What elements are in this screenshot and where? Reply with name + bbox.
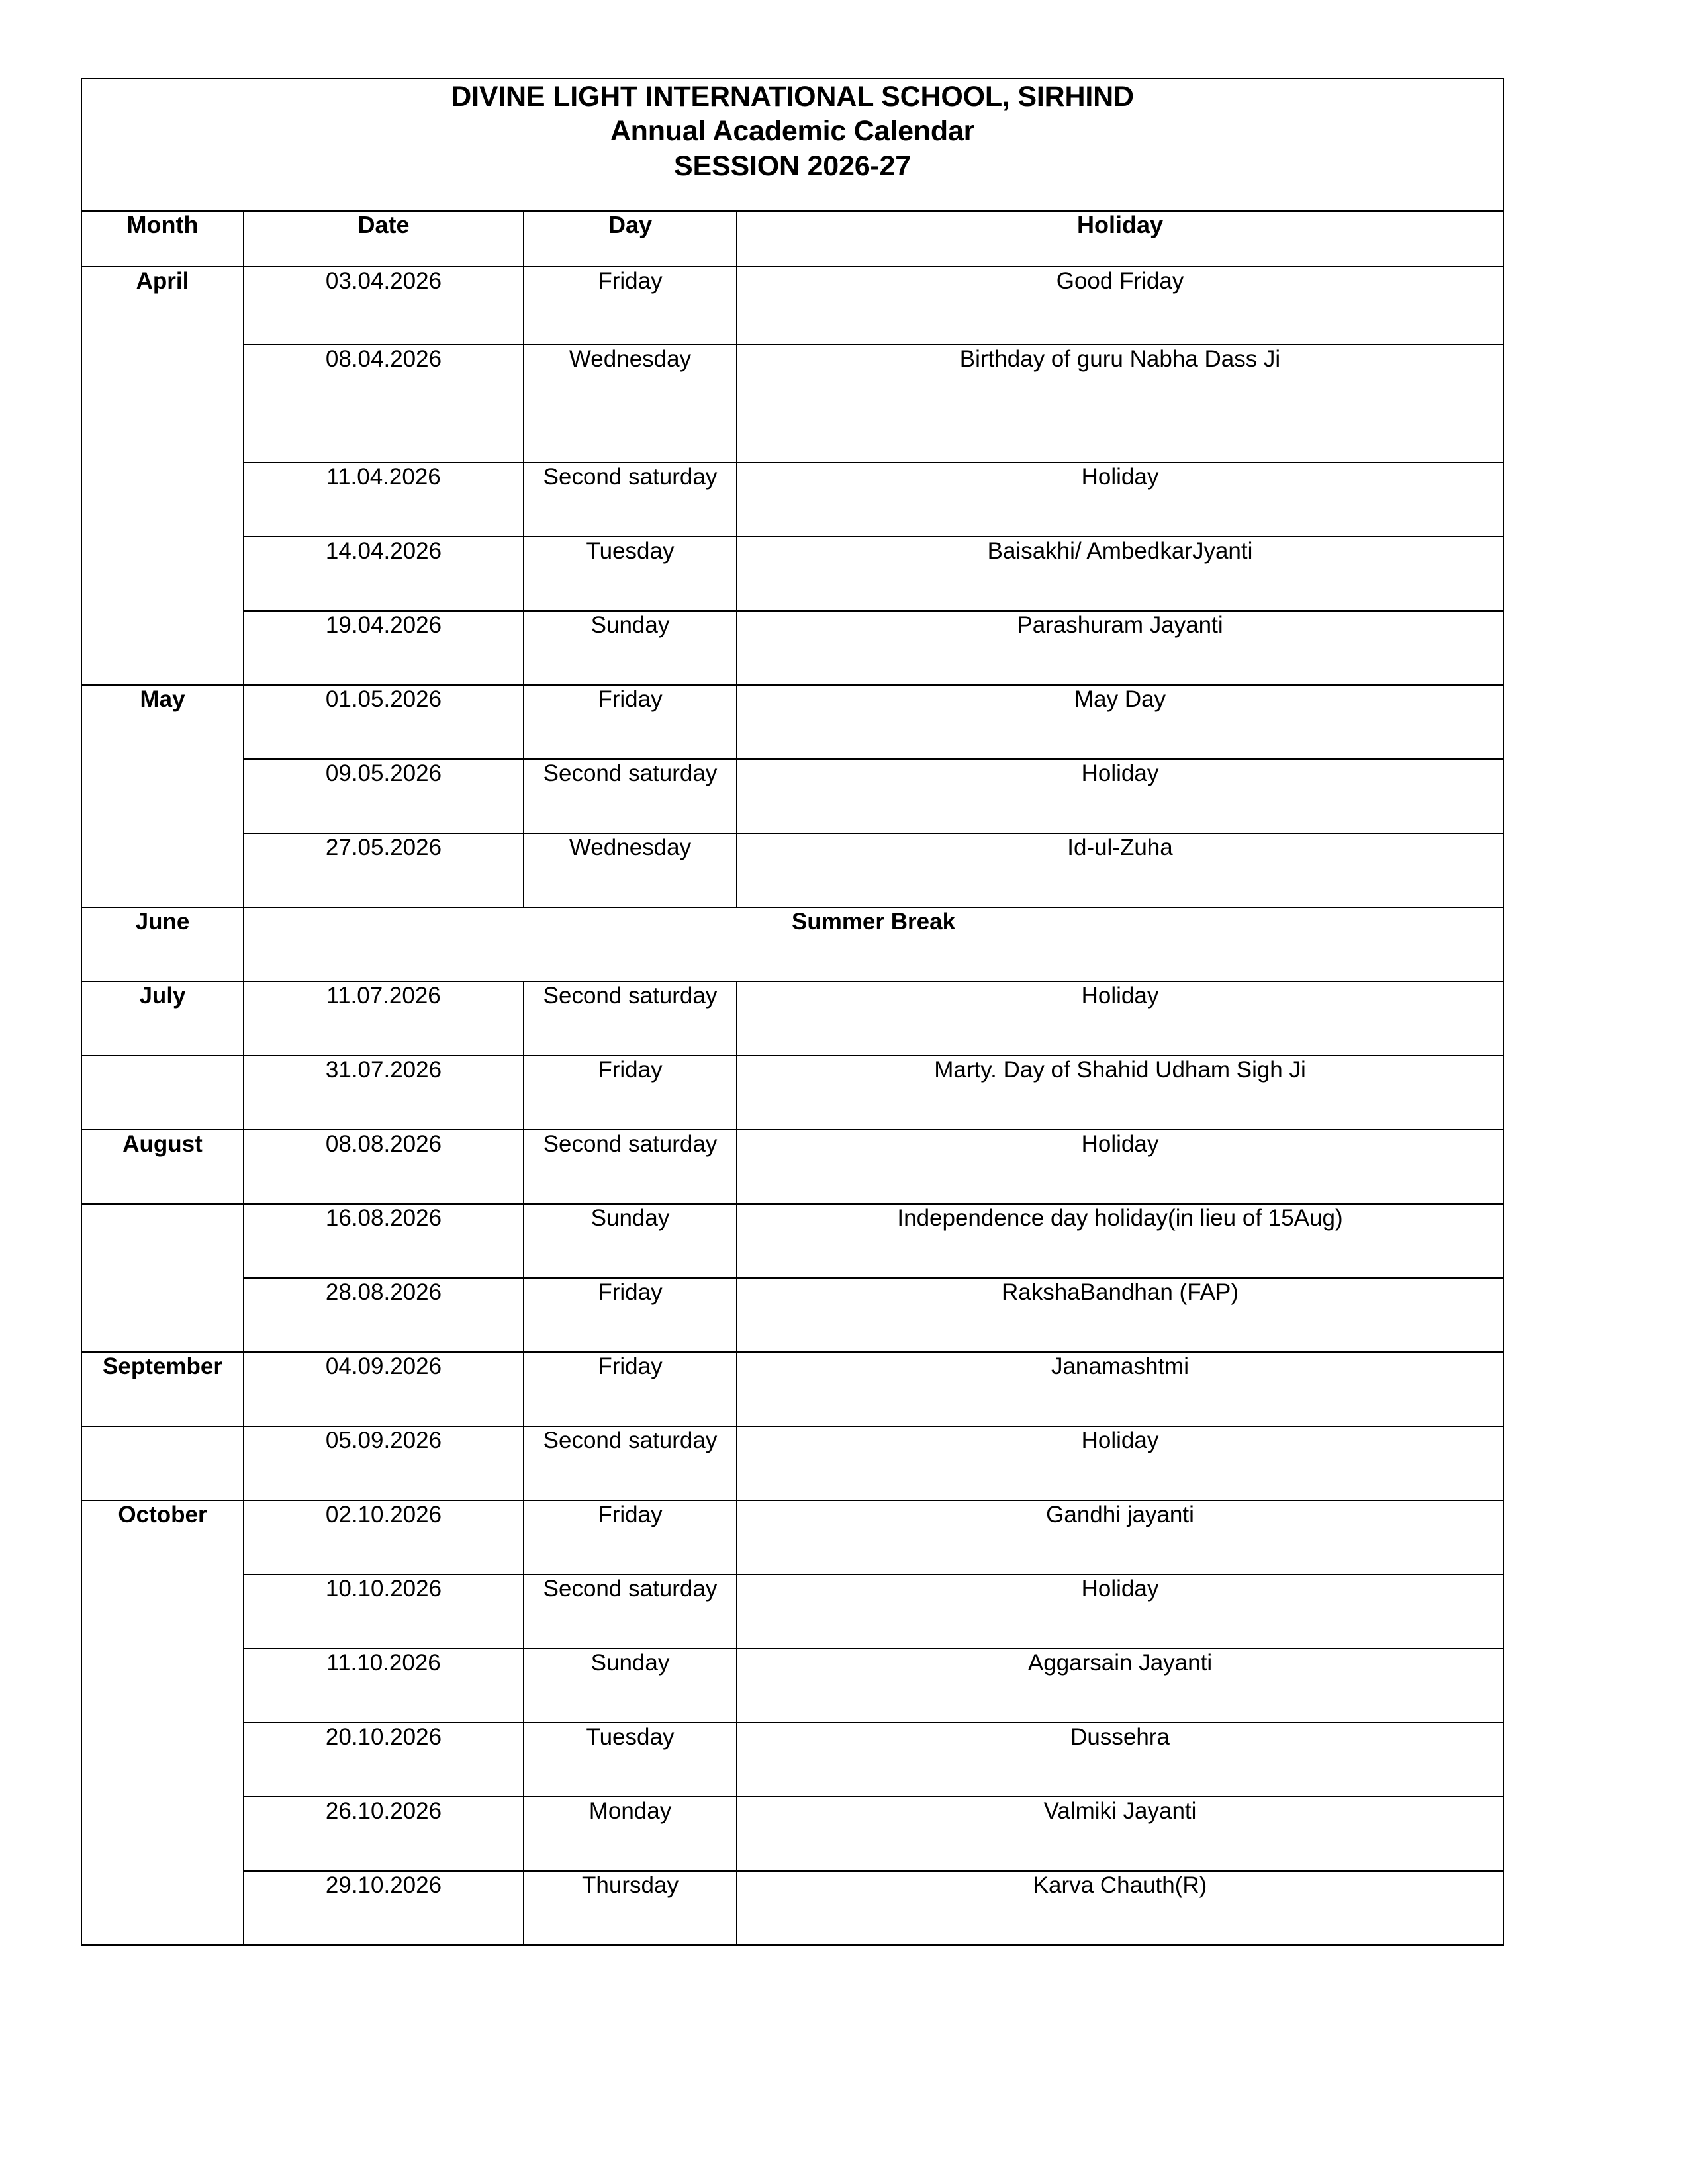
table-row [81, 1871, 1503, 1945]
day-cell: Friday [524, 1500, 737, 1574]
day-cell: Wednesday [524, 833, 737, 907]
calendar-subtitle: Annual Academic Calendar [610, 115, 975, 148]
date-cell: 19.04.2026 [244, 611, 524, 685]
summer-break-note: Summer Break [244, 907, 1503, 981]
holiday-cell: Gandhi jayanti [737, 1500, 1503, 1574]
day-cell: Second saturday [524, 981, 737, 1056]
date-cell: 26.10.2026 [244, 1797, 524, 1871]
month-cell-spacer [81, 1426, 244, 1500]
holiday-cell: Holiday [737, 1574, 1503, 1649]
holiday-cell: RakshaBandhan (FAP) [737, 1278, 1503, 1352]
date-cell: 08.04.2026 [244, 345, 524, 463]
day-cell: Second saturday [524, 1426, 737, 1500]
day-cell: Monday [524, 1797, 737, 1871]
date-cell: 11.07.2026 [244, 981, 524, 1056]
table-row [81, 1278, 1503, 1352]
day-cell: Sunday [524, 611, 737, 685]
table-row [81, 1426, 1503, 1500]
month-cell-april: April [81, 267, 244, 685]
holiday-cell: Dussehra [737, 1723, 1503, 1797]
date-cell: 14.04.2026 [244, 537, 524, 611]
table-row [81, 1204, 1503, 1278]
date-cell: 27.05.2026 [244, 833, 524, 907]
day-cell: Friday [524, 685, 737, 759]
table-row [81, 611, 1503, 685]
date-cell: 01.05.2026 [244, 685, 524, 759]
holiday-cell: Id-ul-Zuha [737, 833, 1503, 907]
day-cell: Sunday [524, 1649, 737, 1723]
holiday-cell: Holiday [737, 981, 1503, 1056]
table-row [81, 1723, 1503, 1797]
holiday-cell: Independence day holiday(in lieu of 15Aug) [737, 1204, 1503, 1278]
day-cell: Friday [524, 1352, 737, 1426]
column-header-day: Day [524, 211, 737, 267]
date-cell: 29.10.2026 [244, 1871, 524, 1945]
month-cell-september: September [81, 1352, 244, 1426]
table-row [81, 981, 1503, 1056]
day-cell: Thursday [524, 1871, 737, 1945]
date-cell: 28.08.2026 [244, 1278, 524, 1352]
table-row [81, 685, 1503, 759]
date-cell: 11.10.2026 [244, 1649, 524, 1723]
holiday-cell: Birthday of guru Nabha Dass Ji [737, 345, 1503, 463]
month-cell-spacer [81, 1204, 244, 1352]
date-cell: 08.08.2026 [244, 1130, 524, 1204]
column-header-month: Month [81, 211, 244, 267]
month-cell-june: June [81, 907, 244, 981]
table-row [81, 267, 1503, 345]
month-cell-july: July [81, 981, 244, 1056]
holiday-cell: Aggarsain Jayanti [737, 1649, 1503, 1723]
session-label: SESSION 2026-27 [674, 150, 911, 182]
day-cell: Tuesday [524, 537, 737, 611]
academic-calendar-table [81, 78, 1504, 1946]
month-cell-spacer [81, 1056, 244, 1130]
date-cell: 11.04.2026 [244, 463, 524, 537]
day-cell: Second saturday [524, 1574, 737, 1649]
table-row-summer-break [81, 907, 1503, 981]
table-header-row [81, 211, 1503, 267]
day-cell: Friday [524, 267, 737, 345]
date-cell: 09.05.2026 [244, 759, 524, 833]
date-cell: 02.10.2026 [244, 1500, 524, 1574]
holiday-cell: Holiday [737, 1426, 1503, 1500]
holiday-cell: Good Friday [737, 267, 1503, 345]
day-cell: Second saturday [524, 1130, 737, 1204]
month-cell-may: May [81, 685, 244, 907]
date-cell: 31.07.2026 [244, 1056, 524, 1130]
table-row [81, 833, 1503, 907]
holiday-cell: Holiday [737, 1130, 1503, 1204]
holiday-cell: Karva Chauth(R) [737, 1871, 1503, 1945]
table-row [81, 1130, 1503, 1204]
date-cell: 20.10.2026 [244, 1723, 524, 1797]
column-header-holiday: Holiday [737, 211, 1503, 267]
day-cell: Second saturday [524, 463, 737, 537]
day-cell: Wednesday [524, 345, 737, 463]
table-row [81, 1056, 1503, 1130]
holiday-cell: Janamashtmi [737, 1352, 1503, 1426]
day-cell: Second saturday [524, 759, 737, 833]
table-row [81, 463, 1503, 537]
title-row [81, 79, 1503, 211]
date-cell: 03.04.2026 [244, 267, 524, 345]
holiday-cell: Holiday [737, 759, 1503, 833]
table-row [81, 1797, 1503, 1871]
day-cell: Sunday [524, 1204, 737, 1278]
column-header-date: Date [244, 211, 524, 267]
holiday-cell: May Day [737, 685, 1503, 759]
date-cell: 05.09.2026 [244, 1426, 524, 1500]
day-cell: Friday [524, 1056, 737, 1130]
table-row [81, 1500, 1503, 1574]
holiday-cell: Baisakhi/ AmbedkarJyanti [737, 537, 1503, 611]
day-cell: Friday [524, 1278, 737, 1352]
table-row [81, 1352, 1503, 1426]
table-row [81, 1649, 1503, 1723]
month-cell-october: October [81, 1500, 244, 1945]
date-cell: 04.09.2026 [244, 1352, 524, 1426]
holiday-cell: Holiday [737, 463, 1503, 537]
day-cell: Tuesday [524, 1723, 737, 1797]
table-row [81, 345, 1503, 463]
date-cell: 16.08.2026 [244, 1204, 524, 1278]
month-cell-august: August [81, 1130, 244, 1204]
holiday-cell: Marty. Day of Shahid Udham Sigh Ji [737, 1056, 1503, 1130]
holiday-cell: Valmiki Jayanti [737, 1797, 1503, 1871]
table-row [81, 537, 1503, 611]
school-name: DIVINE LIGHT INTERNATIONAL SCHOOL, SIRHIND [451, 81, 1134, 113]
table-row [81, 1574, 1503, 1649]
date-cell: 10.10.2026 [244, 1574, 524, 1649]
holiday-cell: Parashuram Jayanti [737, 611, 1503, 685]
document-title-block [81, 79, 1503, 211]
table-row [81, 759, 1503, 833]
